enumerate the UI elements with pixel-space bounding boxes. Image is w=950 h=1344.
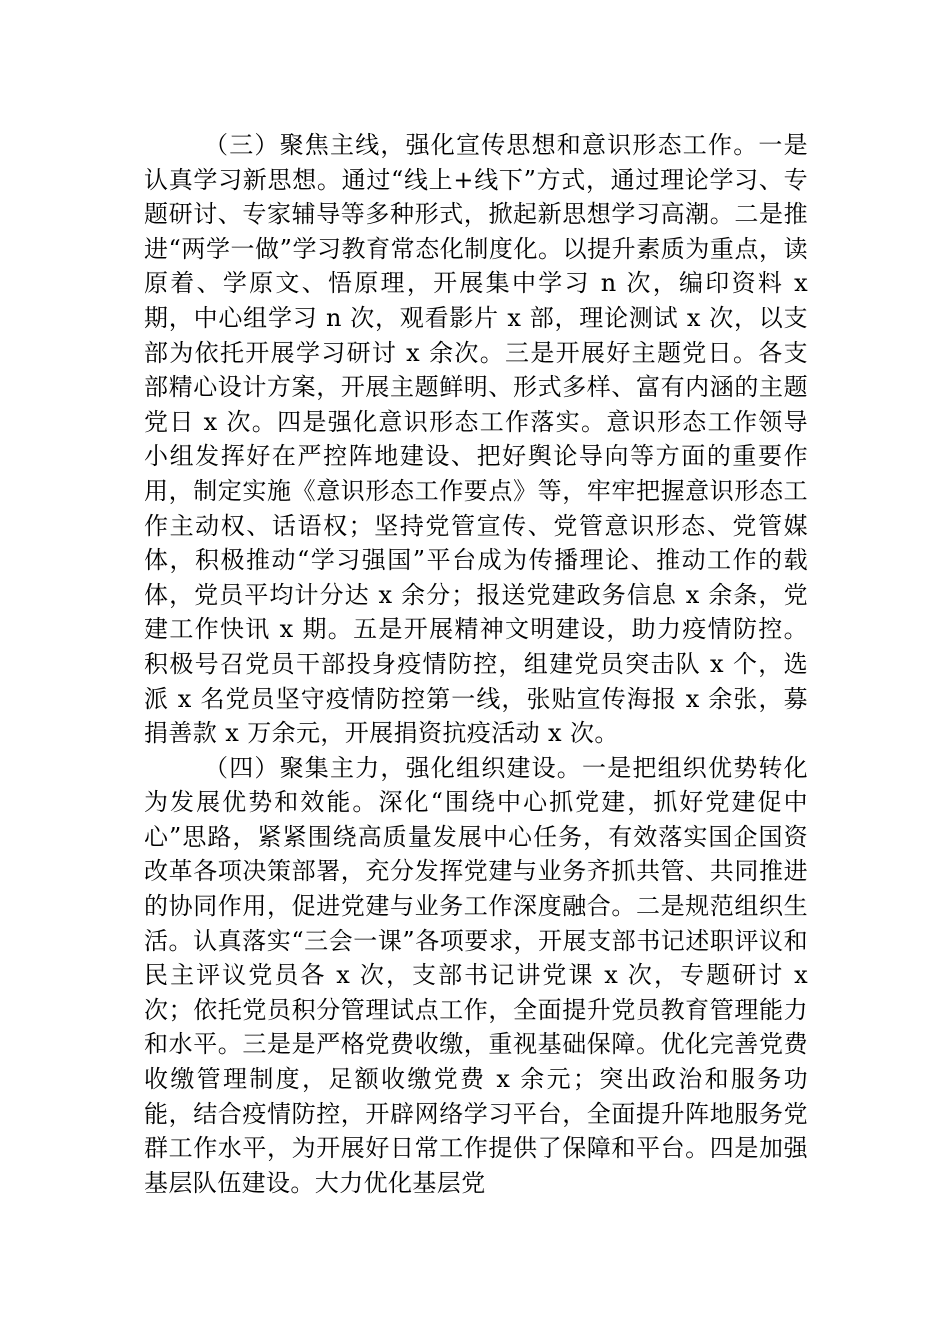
document-body: [144, 128, 808, 1200]
paragraph-section-three: （三）聚焦主线，强化宣传思想和意识形态工作。一是认真学习新思想。通过“线上+线下”方式，通过理论学习、专题研讨、专家辅导等多种形式，掀起新思想学习高潮。二是推进“两学一做”学习教育常态化制度化。以提升素质为重点，读原着、学原文、悟原理，开展集中学习 n 次，编印资料 x 期，中心组学习 n 次，观看影片 x 部，理论测试 x 次，以支部为依托开展学习研讨 x 余次。三是开展好主题党日。各支部精心设计方案，开展主题鲜明、形式多样、富有内涵的主题党日 x 次。四是强化意识形态工作落实。意识形态工作领导小组发挥好在严控阵地建设、把好舆论导向等方面的重要作用，制定实施《意识形态工作要点》等，牢牢把握意识形态工作主动权、话语权；坚持党管宣传、党管意识形态、党管媒体，积极推动“学习强国”平台成为传播理论、推动工作的载体，党员平均计分达 x 余分；报送党建政务信息 x 余条，党建工作快讯 x 期。五是开展精神文明建设，助力疫情防控。积极号召党员干部投身疫情防控，组建党员突击队 x 个，选派 x 名党员坚守疫情防控第一线，张贴宣传海报 x 余张，募捐善款 x 万余元，开展捐资抗疫活动 x 次。: [144, 131, 808, 748]
paragraph-section-four: （四）聚集主力，强化组织建设。一是把组织优势转化为发展优势和效能。深化“围绕中心抓党建，抓好党建促中心”思路，紧紧围绕高质量发展中心任务，有效落实国企国资改革各项决策部署，充分发挥党建与业务齐抓共管、共同推进的协同作用，促进党建与业务工作深度融合。二是规范组织生活。认真落实“三会一课”各项要求，开展支部书记述职评议和民主评议党员各 x 次，支部书记讲党课 x 次，专题研讨 x 次；依托党员积分管理试点工作，全面提升党员教育管理能力和水平。三是是严格党费收缴，重视基础保障。优化完善党费收缴管理制度，足额收缴党费 x 余元；突出政治和服务功能，结合疫情防控，开辟网络学习平台，全面提升阵地服务党群工作水平，为开展好日常工作提供了保障和平台。四是加强基层队伍建设。大力优化基层党: [144, 753, 808, 1197]
